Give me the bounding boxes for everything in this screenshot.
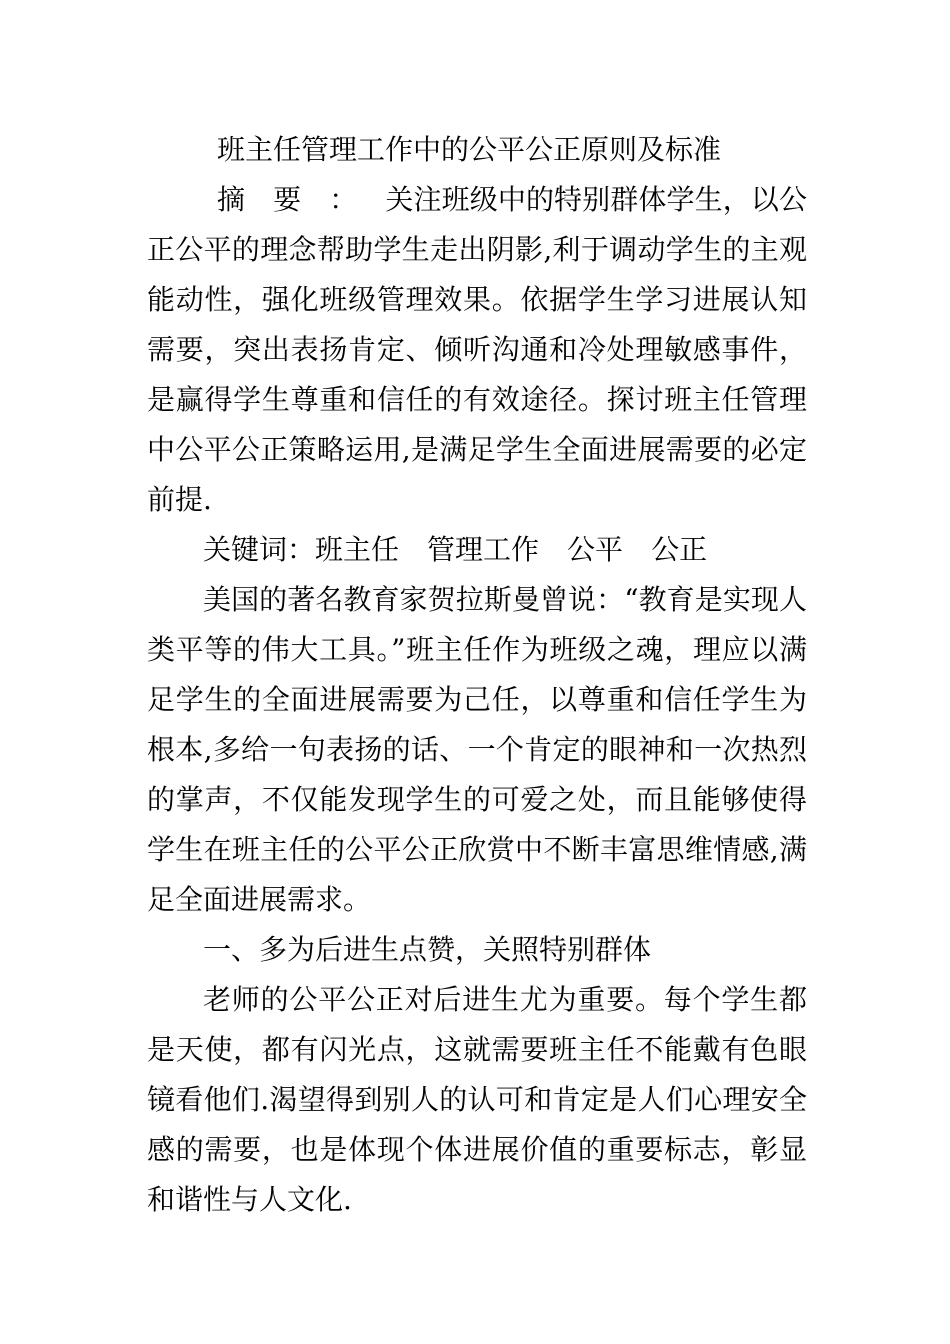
keyword-item: 管理工作: [427, 533, 540, 566]
document-title: 班主任管理工作中的公平公正原则及标准: [217, 133, 722, 166]
keyword-item: 班主任: [315, 533, 400, 566]
section-paragraph: 老师的公平公正对后进生尤为重要。每个学生都是天使，都有闪光点，这就需要班主任不能戴有色眼镜看他们.渴望得到别人的认可和肯定是人们心理安全感的需要，也是体现个体进展价值的重要标志，彰显和谐性与人文化.: [147, 983, 807, 1216]
keyword-item: 公正: [651, 533, 708, 566]
section-heading: 一、多为后进生点赞，关照特别群体: [203, 933, 652, 966]
keywords-line: [147, 525, 807, 575]
abstract-label: 摘要：: [217, 183, 386, 216]
keyword-item: 公平: [567, 533, 624, 566]
abstract-text: 关注班级中的特别群体学生，以公正公平的理念帮助学生走出阴影,利于调动学生的主观能动性，强化班级管理效果。依据学生学习进展认知需要，突出表扬肯定、倾听沟通和冷处理敏感事件，是赢得学生尊重和信任的有效途径。探讨班主任管理中公平公正策略运用,是满足学生全面进展需要的必定前提.: [147, 183, 807, 516]
intro-paragraph: 美国的著名教育家贺拉斯曼曾说：“教育是实现人类平等的伟大工具。”班主任作为班级之魂，理应以满足学生的全面进展需要为己任，以尊重和信任学生为根本,多给一句表扬的话、一个肯定的眼神和一次热烈的掌声，不仅能发现学生的可爱之处，而且能够使得学生在班主任的公平公正欣赏中不断丰富思维情感,满足全面进展需求。: [147, 583, 807, 916]
abstract-paragraph: [147, 175, 807, 525]
document-body: [147, 125, 807, 1225]
keywords-label: 关键词：: [203, 533, 316, 566]
